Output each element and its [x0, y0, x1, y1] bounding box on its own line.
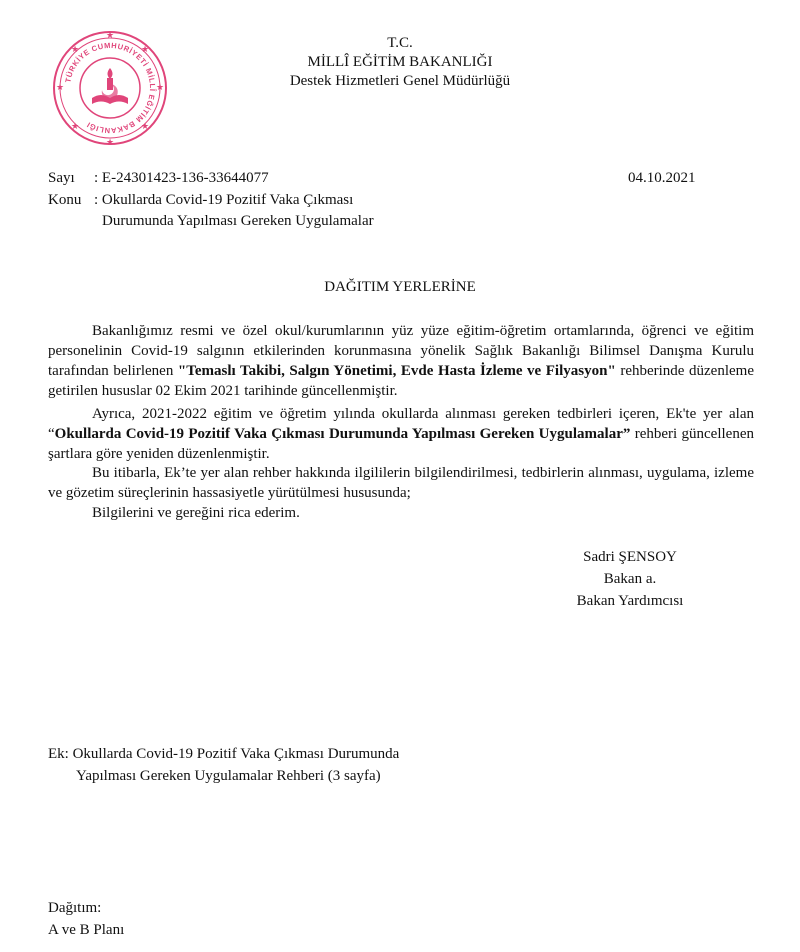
- svg-text:★: ★: [105, 31, 115, 41]
- p2-text-c: rehberi güncellenen şartlara göre yeniden düzenlenmiştir.: [48, 426, 754, 462]
- document-header: [220, 34, 580, 91]
- konu-line2: Durumunda Yapılması Gereken Uygulamalar: [102, 213, 374, 229]
- svg-text:★: ★: [70, 45, 80, 55]
- p2-text-bold: Okullarda Covid-19 Pozitif Vaka Çıkması Durumunda Yapılması Gereken Uygulamalar”: [54, 426, 631, 442]
- p1-text-bold: "Temaslı Takibi, Salgın Yönetimi, Evde Hasta İzleme ve Filyasyon": [177, 363, 616, 379]
- attachment-line2: Yapılması Gereken Uygulamalar Rehberi (3 sayfa): [76, 768, 381, 784]
- konu-label: Konu: [48, 192, 82, 208]
- svg-text:★: ★: [155, 83, 165, 93]
- body-paragraph-4: [48, 503, 754, 523]
- p4-text: Bilgilerini ve gereğini rica ederim.: [92, 505, 300, 521]
- signatory-authority: Bakan a.: [603, 571, 657, 587]
- body-paragraph-3: [48, 463, 754, 503]
- document-date: 04.10.2021: [628, 170, 696, 186]
- svg-text:★: ★: [105, 138, 115, 148]
- svg-text:TÜRKİYE CUMHURİYETİ MİLLÎ EĞİT: TÜRKİYE CUMHURİYETİ MİLLÎ EĞİTİM BAKANLIĞI: [63, 40, 158, 136]
- seal-graphic: [50, 28, 170, 148]
- signatory-title: Bakan Yardımcısı: [576, 593, 684, 609]
- signatory-name: Sadri ŞENSOY: [583, 549, 677, 565]
- header-ministry: MİLLÎ EĞİTİM BAKANLIĞI: [307, 54, 493, 70]
- distribution-value: A ve B Planı: [48, 922, 125, 938]
- svg-text:★: ★: [70, 122, 80, 132]
- body-paragraph-1: [48, 321, 754, 401]
- konu-line1: : Okullarda Covid-19 Pozitif Vaka Çıkması: [94, 192, 354, 208]
- p1-text-c: rehberinde düzenleme getirilen hususlar 02 Ekim 2021 tarihinde güncellenmiştir.: [48, 363, 754, 399]
- sayi-value: : E-24301423-136-33644077: [94, 170, 269, 186]
- recipient-heading: DAĞITIM YERLERİNE: [324, 279, 476, 295]
- header-country: T.C.: [387, 35, 413, 51]
- attachment-line1: Ek: Okullarda Covid-19 Pozitif Vaka Çıkması Durumunda: [48, 746, 400, 762]
- distribution-label: Dağıtım:: [48, 900, 102, 916]
- header-department: Destek Hizmetleri Genel Müdürlüğü: [289, 73, 511, 89]
- svg-text:★: ★: [55, 83, 65, 93]
- p2-text-a: Ayrıca, 2021-2022 eğitim ve öğretim yılında okullarda alınması gereken tedbirleri içeren, Ek'te yer alan “: [48, 406, 754, 442]
- p1-text-a: Bakanlığımız resmi ve özel okul/kurumlarının yüz yüze eğitim-öğretim ortamlarında, öğrenci ve eğitim personelinin Covid-19 salgının etkilerinden korunmasına yönelik Sağlık Bakanlığı Bilimsel Danışma Kurulu tarafından belirlenen: [48, 323, 754, 379]
- svg-text:★: ★: [140, 45, 150, 55]
- svg-text:★: ★: [140, 122, 150, 132]
- ministry-seal: [50, 28, 170, 148]
- signature-block: [540, 546, 720, 612]
- body-paragraph-2: [48, 404, 754, 464]
- p3-text: Bu itibarla, Ek’te yer alan rehber hakkında ilgililerin bilgilendirilmesi, tedbirlerin alınması, uygulama, izleme ve gözetim süreçlerinin hassasiyetle yürütülmesi hususunda;: [48, 465, 754, 501]
- sayi-label: Sayı: [48, 170, 75, 186]
